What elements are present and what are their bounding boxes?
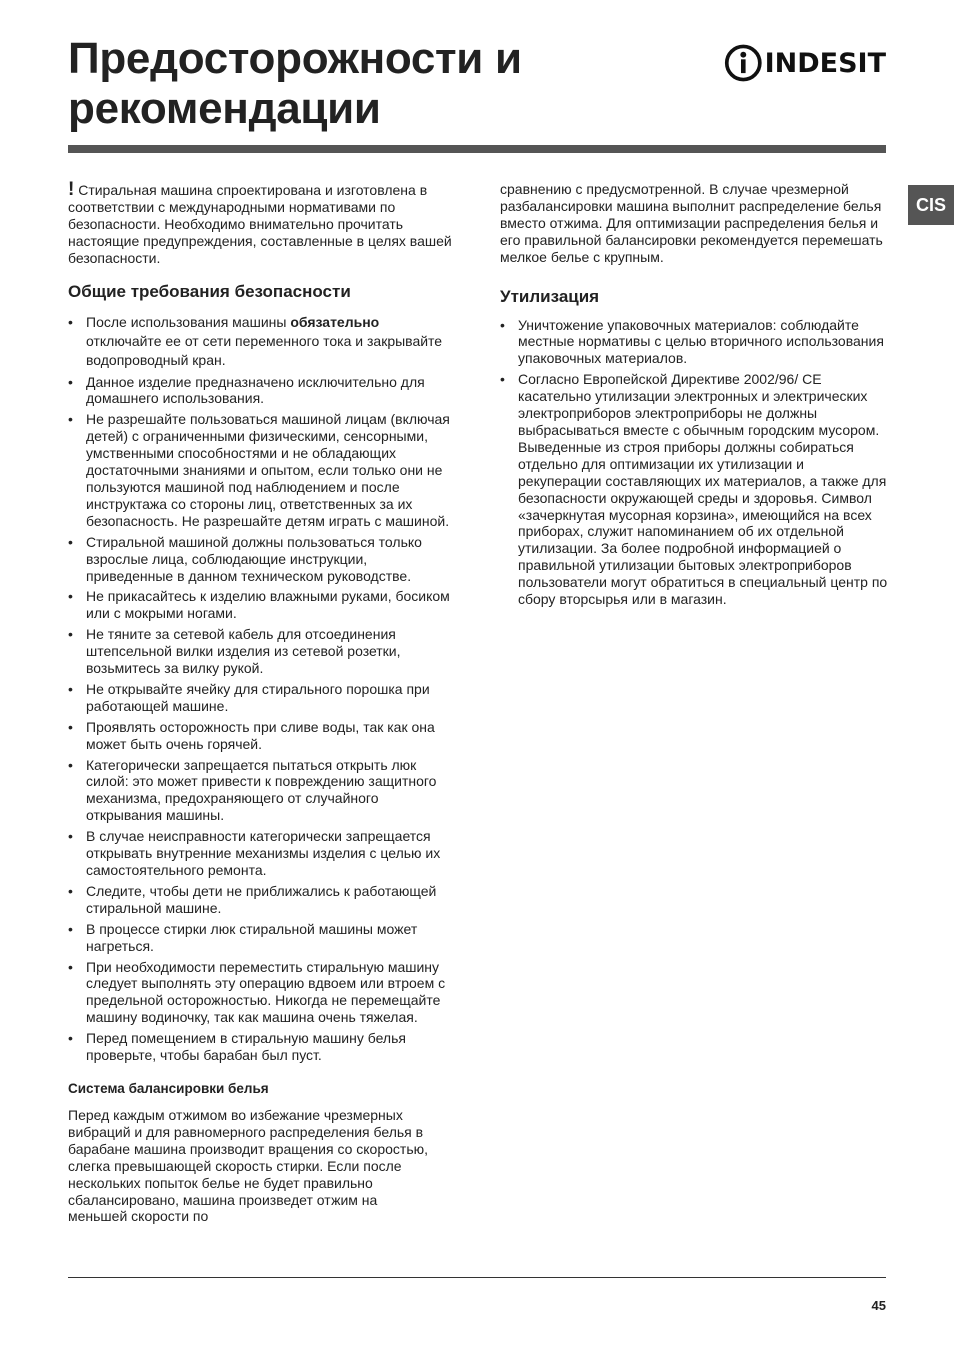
list-item: • Стиральной машиной должны пользоваться только взрослые лица, соблюдающие инструкции, приведенные в данном техническом руководстве.	[68, 534, 458, 585]
list-item: • Не тяните за сетевой кабель для отсоединения штепсельной вилки изделия из сетевой розетки, возьмитесь за вилку рукой.	[68, 626, 458, 677]
brand-logo	[724, 40, 886, 86]
list-item: • Согласно Европейской Директиве 2002/96/ CE касательно утилизации электронных и электрических электроприборов электроприборы не должны выбрасываться вместе с обычным городским мусором. Выведенные из строя приборы должны собираться отдельно для оптимизации их утилизации и рекуперации составляющих их материалов, а также для безопасности окружающей среды и здоровья. Символ «зачеркнутая мусорная корзина», имеющийся на всех приборах, служит напоминанием об их отдельной утилизации. За более подробной информацией о правильной утилизации бытовых электроприборов пользователи могут обратиться в специальный центр по сбору вторсырья или в магазин.	[500, 371, 890, 608]
header-divider	[68, 145, 886, 153]
safety-list	[68, 313, 458, 1064]
safety-heading: Общие требования безопасности	[68, 281, 351, 301]
list-item: • Перед помещением в стиральную машину белья проверьте, чтобы барабан был пуст.	[68, 1030, 458, 1064]
list-item: • Уничтожение упаковочных материалов: соблюдайте местные нормативы с целью вторичного использования упаковочных материалов.	[500, 317, 890, 368]
list-item: • Не прикасайтесь к изделию влажными руками, босиком или с мокрыми ногами.	[68, 588, 458, 622]
list-item: • В процессе стирки люк стиральной машины может нагреться.	[68, 921, 458, 955]
list-item: • Данное изделие предназначено исключительно для домашнего использования.	[68, 374, 458, 408]
left-column	[68, 179, 458, 1225]
intro-paragraph	[68, 179, 458, 267]
disposal-heading: Утилизация	[500, 286, 600, 306]
intro-text: Стиральная машина спроектирована и изготовлена в соответствии с международными нормативами по безопасности. Необходимо внимательно прочитать настоящие предупреждения, составленные в целях вашей безопасности.	[68, 182, 452, 266]
balance-heading: Система балансировки белья	[68, 1080, 269, 1096]
page-number: 45	[871, 1298, 886, 1313]
warning-icon: !	[68, 179, 75, 200]
list-item: • Категорически запрещается пытаться открыть люк силой: это может привести к повреждению защитного механизма, предохраняющего от случайного открывания машины.	[68, 757, 458, 825]
title-line-1: Предосторожности и	[68, 34, 522, 83]
list-item: • При необходимости переместить стиральную машину следует выполнять эту операцию вдвоем или втроем с предельной осторожностью. Никогда не перемещайте машину водиночку, так как машина очень тяжелая.	[68, 959, 458, 1027]
list-item: • В случае неисправности категорически запрещается открывать внутренние механизмы изделия с целью их самостоятельного ремонта.	[68, 828, 458, 879]
indesit-logo-icon	[724, 41, 763, 85]
item-text: После использования машины	[86, 313, 291, 330]
item-text: отключайте ее от сети переменного тока и закрывайте водопроводный кран.	[86, 332, 443, 368]
language-tab: CIS	[908, 185, 954, 225]
list-item: • Проявлять осторожность при сливе воды, так как она может быть очень горячей.	[68, 719, 458, 753]
list-item	[68, 313, 458, 370]
disposal-list	[500, 317, 890, 608]
brand-name: INDESIT	[764, 47, 886, 79]
page-title	[68, 34, 668, 134]
list-item: • Не разрешайте пользоваться машиной лицам (включая детей) с ограниченными физическими, сенсорными, умственными способностями и не обладающих достаточными знаниями и опытом, если только они не пользуются машиной под наблюдением и после инструктажа со стороны лиц, ответственных за их безопасность. Не разрешайте детям играть с машиной.	[68, 411, 458, 529]
continuation-paragraph: сравнению с предусмотренной. В случае чрезмерной разбалансировки машина выполнит распределение белья вместо отжима. Для оптимизации распределения белья и его правильной балансировки рекомендуется перемешать мелкое белье с крупным.	[500, 181, 883, 265]
balance-paragraph: Перед каждым отжимом во избежание чрезмерных вибраций и для равномерного распределения белья в барабане машина производит вращения со скоростью, слегка превышающей скорость стирки. Если после нескольких попыток белье не будет правильно сбалансировано, машина произведет отжим на меньшей скорости по	[68, 1106, 429, 1225]
list-item: • Следите, чтобы дети не приближались к работающей стиральной машине.	[68, 883, 458, 917]
list-item: • Не открывайте ячейку для стирального порошка при работающей машине.	[68, 681, 458, 715]
emphasis: обязательно	[290, 313, 380, 330]
right-column	[500, 181, 890, 612]
footer-divider	[68, 1277, 886, 1278]
title-line-2: рекомендации	[68, 84, 381, 133]
